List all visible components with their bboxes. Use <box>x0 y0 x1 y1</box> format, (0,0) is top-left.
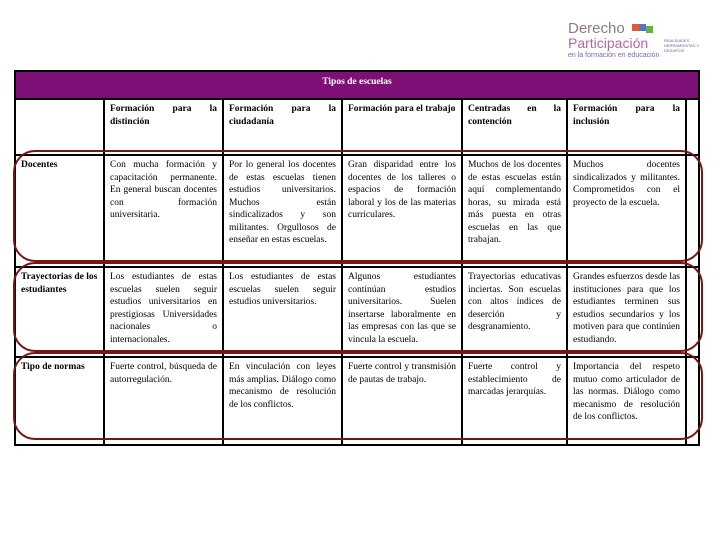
row-label: Trayectorias de los estudiantes <box>15 267 104 357</box>
table-cell: Los estudiantes de estas escuelas suelen seguir estudios universitarios en prestigiosas Universidades nacionales o internacionales. <box>104 267 223 357</box>
table-cell: Fuerte control y transmisión de pautas de trabajo. <box>342 357 462 445</box>
row-label: Tipo de normas <box>15 357 104 445</box>
table-cell: Muchos docentes sindicalizados y militantes. Comprometidos con el proyecto de la escuela. <box>567 155 686 267</box>
table-cell: Importancia del respeto mutuo como articulador de las normas. Diálogo como mecanismo de resolución de los conflictos. <box>567 357 686 445</box>
column-header: Formación para el trabajo <box>342 99 462 155</box>
spacer-cell <box>686 99 699 155</box>
column-header-row <box>15 99 699 155</box>
logo-line1: Derecho <box>568 20 625 37</box>
table-row <box>15 155 699 267</box>
table-cell: Gran disparidad entre los docentes de los talleres o espacios de formación laboral y los de las materias curriculares. <box>342 155 462 267</box>
column-header: Formación para la distinción <box>104 99 223 155</box>
table-cell: En vinculación con leyes más amplias. Diálogo como mecanismo de resolución de los conflictos. <box>223 357 342 445</box>
column-header: Centradas en la contención <box>462 99 567 155</box>
table-cell: Muchos de los docentes de estas escuelas están aquí complementando horas, su mirada está más puesta en otras escuelas en las que trabajan. <box>462 155 567 267</box>
table-cell: Fuerte control, búsqueda de autorregulación. <box>104 357 223 445</box>
table-cell: Fuerte control y establecimiento de marcadas jerarquías. <box>462 357 567 445</box>
logo-tagline: REALIDADES, HERRAMIENTAS Y DESAFÍOS <box>664 38 700 53</box>
puzzle-icon <box>632 24 639 31</box>
row-label: Docentes <box>15 155 104 267</box>
table-cell: Trayectorias educativas inciertas. Son escuelas con altos índices de deserción y desgranamiento. <box>462 267 567 357</box>
puzzle-icon <box>639 24 646 31</box>
spacer-cell <box>686 267 699 357</box>
table-title: Tipos de escuelas <box>15 71 699 99</box>
table-row <box>15 357 699 445</box>
logo <box>566 20 716 65</box>
spacer-cell <box>686 357 699 445</box>
spacer-cell <box>686 155 699 267</box>
empty-corner <box>15 99 104 155</box>
table-cell: Los estudiantes de estas escuelas suelen seguir estudios universitarios. <box>223 267 342 357</box>
logo-line2: Participación <box>568 35 649 51</box>
column-header: Formación para la ciudadanía <box>223 99 342 155</box>
puzzle-icon <box>646 26 653 33</box>
table-row <box>15 267 699 357</box>
table-cell: Grandes esfuerzos desde las instituciones para que los estudiantes terminen sus estudios secundarios y los motiven para que continúen estudiando. <box>567 267 686 357</box>
column-header: Formación para la inclusión <box>567 99 686 155</box>
table-cell: Algunos estudiantes continúan estudios universitarios. Suelen insertarse laboralmente en las empresas con las que se vincula la escuela. <box>342 267 462 357</box>
table-cell: Por lo general los docentes de estas escuelas tienen estudios universitarios. Muchos están sindicalizados y son militantes. Orgullosos de enseñar en estas escuelas. <box>223 155 342 267</box>
school-types-table <box>14 70 700 446</box>
table-cell: Con mucha formación y capacitación permanente. En general buscan docentes con formación universitaria. <box>104 155 223 267</box>
logo-line3: en la formación en educación <box>568 52 660 59</box>
